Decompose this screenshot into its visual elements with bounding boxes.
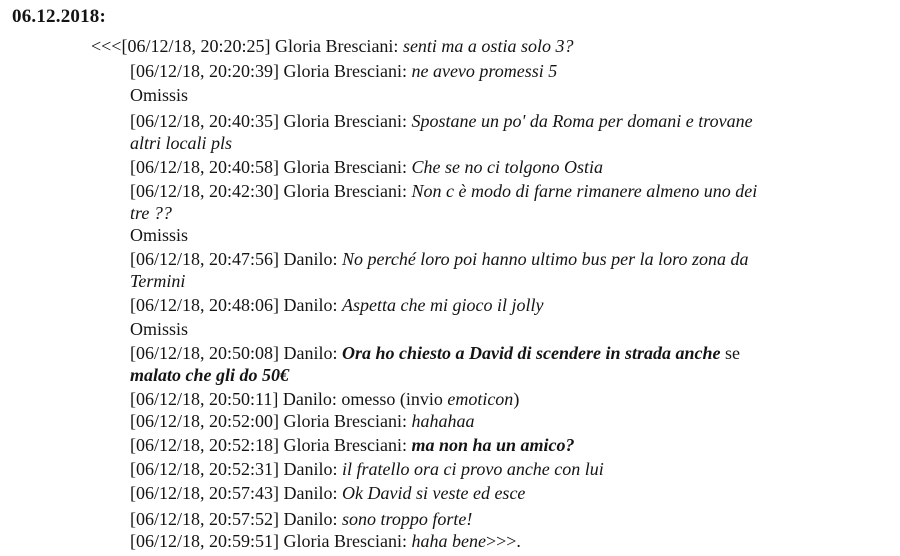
sender-name: Gloria Bresciani: <box>274 36 399 56</box>
chat-line <box>91 35 573 57</box>
sender-name: Gloria Bresciani: <box>283 435 407 455</box>
message-text: No perché loro poi hanno ultimo bus per la loro zona da <box>342 249 749 269</box>
chat-line <box>130 110 753 132</box>
timestamp: [06/12/18, 20:42:30] <box>130 181 279 201</box>
message-text: haha bene <box>411 531 486 551</box>
quote-open-marker: <<< <box>91 36 122 56</box>
chat-line <box>130 156 603 178</box>
timestamp: [06/12/18, 20:57:52] <box>130 509 279 529</box>
omissis-label: Omissis <box>130 225 189 245</box>
timestamp: [06/12/18, 20:47:56] <box>130 249 279 269</box>
message-emphasis: emoticon <box>447 389 514 409</box>
chat-line <box>130 388 519 410</box>
chat-line <box>130 180 757 202</box>
sender-name: Gloria Bresciani: <box>283 61 407 81</box>
message-text: Ok David si veste ed esce <box>342 483 526 503</box>
timestamp: [06/12/18, 20:52:31] <box>130 459 279 479</box>
message-text: malato che gli do 50€ <box>130 365 289 385</box>
chat-line <box>130 482 525 504</box>
sender-name: Gloria Bresciani: <box>283 531 407 551</box>
message-continuation <box>130 132 232 154</box>
quote-close-marker: >>>. <box>485 531 521 551</box>
timestamp: [06/12/18, 20:52:00] <box>130 411 279 431</box>
message-text: il fratello ora ci provo anche con lui <box>342 459 604 479</box>
timestamp: [06/12/18, 20:48:06] <box>130 295 279 315</box>
timestamp: [06/12/18, 20:20:39] <box>130 61 279 81</box>
timestamp: [06/12/18, 20:57:43] <box>130 483 279 503</box>
message-text: omesso (invio <box>341 389 443 409</box>
sender-name: Gloria Bresciani: <box>283 157 407 177</box>
omissis-label: Omissis <box>130 85 189 105</box>
sender-name: Gloria Bresciani: <box>283 181 407 201</box>
message-continuation <box>130 364 289 386</box>
chat-line <box>130 458 604 480</box>
timestamp: [06/12/18, 20:40:58] <box>130 157 279 177</box>
message-text: sono troppo forte! <box>342 509 473 529</box>
sender-name: Gloria Bresciani: <box>283 411 407 431</box>
message-text: Non c è modo di farne rimanere almeno uno dei <box>411 181 758 201</box>
timestamp: [06/12/18, 20:40:35] <box>130 111 279 131</box>
chat-line <box>130 342 740 364</box>
message-text: Ora ho chiesto a David di scendere in strada anche <box>342 343 721 363</box>
sender-name: Danilo: <box>283 249 338 269</box>
chat-line <box>130 248 749 270</box>
timestamp: [06/12/18, 20:20:25] <box>121 36 271 56</box>
chat-line <box>130 60 557 82</box>
message-text: Aspetta che mi gioco il jolly <box>342 295 544 315</box>
sender-name: Danilo: <box>283 483 338 503</box>
message-text: Termini <box>130 271 186 291</box>
omissis-label: Omissis <box>130 319 189 339</box>
sender-name: Danilo: <box>283 343 338 363</box>
timestamp: [06/12/18, 20:50:11] <box>130 389 279 409</box>
message-continuation <box>130 202 172 224</box>
chat-line <box>130 530 521 552</box>
chat-line <box>130 434 575 456</box>
sender-name: Danilo: <box>283 509 338 529</box>
message-text: tre ?? <box>130 203 172 223</box>
message-text: Che se no ci tolgono Ostia <box>411 157 603 177</box>
message-close: ) <box>513 389 520 409</box>
omissis-line <box>130 224 188 246</box>
message-tail: se <box>725 343 741 363</box>
chat-line <box>130 410 474 432</box>
timestamp: [06/12/18, 20:59:51] <box>130 531 279 551</box>
sender-name: Gloria Bresciani: <box>283 111 407 131</box>
message-text: hahahaa <box>411 411 475 431</box>
message-text: senti ma a ostia solo 3? <box>402 36 574 56</box>
message-text: altri locali pls <box>130 133 233 153</box>
omissis-line <box>130 84 188 106</box>
message-text: ne avevo promessi 5 <box>411 61 558 81</box>
document-date: 06.12.2018: <box>12 6 107 27</box>
timestamp: [06/12/18, 20:52:18] <box>130 435 279 455</box>
chat-line <box>130 508 472 530</box>
sender-name: Danilo: <box>282 389 337 409</box>
timestamp: [06/12/18, 20:50:08] <box>130 343 279 363</box>
message-text: ma non ha un amico? <box>411 435 575 455</box>
message-continuation <box>130 270 185 292</box>
message-text: Spostane un po' da Roma per domani e trovane <box>411 111 753 131</box>
sender-name: Danilo: <box>283 295 338 315</box>
sender-name: Danilo: <box>283 459 338 479</box>
omissis-line <box>130 318 188 340</box>
chat-line <box>130 294 543 316</box>
